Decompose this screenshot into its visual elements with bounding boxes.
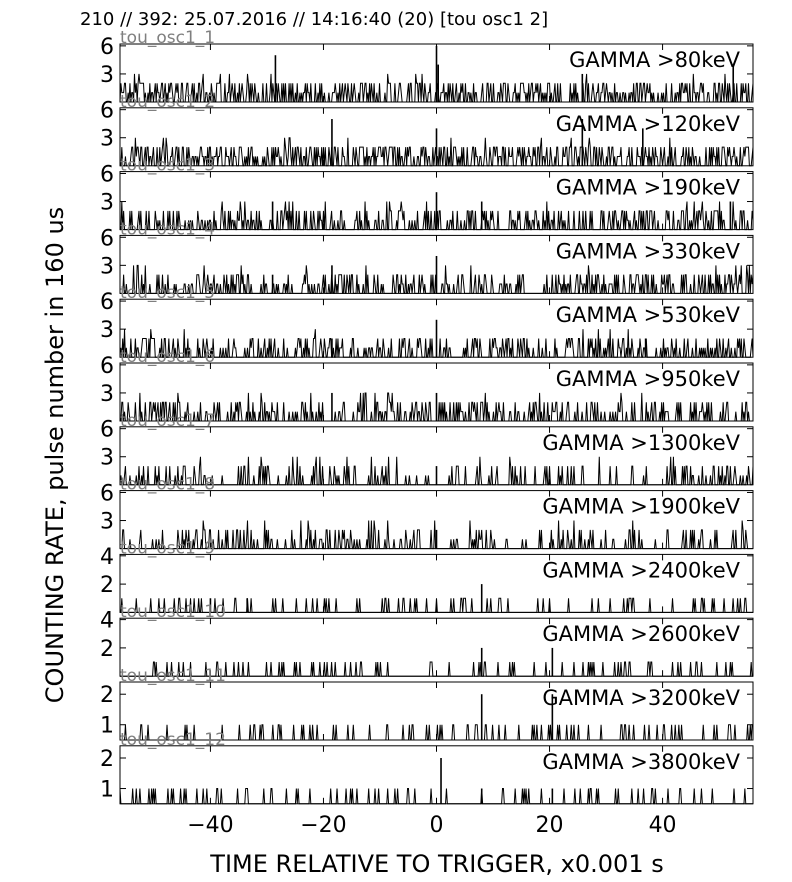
y-tick-label: 3 (100, 190, 114, 216)
y-tick-label: 3 (100, 126, 114, 152)
panel-energy-label: GAMMA >2400keV (542, 558, 740, 583)
panel (100, 730, 753, 804)
x-tick-label: −40 (187, 812, 234, 838)
y-tick-label: 6 (100, 290, 114, 316)
chart-title: 210 // 392: 25.07.2016 // 14:16:40 (20) [tou osc1 2] (80, 9, 549, 30)
x-tick-label: 20 (535, 812, 564, 838)
panel-energy-label: GAMMA >1900keV (542, 494, 740, 519)
y-tick-label: 2 (100, 636, 114, 662)
y-tick-label: 6 (100, 417, 114, 443)
y-tick-label: 3 (100, 381, 114, 407)
panel-channel-label: tou_osc1_3 (120, 155, 216, 176)
panel-energy-label: GAMMA >3800keV (542, 749, 740, 774)
x-tick-label: 0 (429, 812, 444, 838)
y-tick-label: 6 (100, 34, 114, 60)
panel-channel-label: tou_osc1_5 (120, 283, 216, 304)
y-tick-label: 6 (100, 226, 114, 252)
x-axis-label: TIME RELATIVE TO TRIGGER, x0.001 s (210, 850, 664, 878)
panel-channel-label: tou_osc1_9 (120, 538, 216, 559)
y-tick-label: 6 (100, 162, 114, 188)
y-tick-label: 3 (100, 318, 114, 344)
y-tick-label: 3 (100, 445, 114, 471)
panel-energy-label: GAMMA >80keV (569, 48, 740, 72)
y-tick-label: 3 (100, 509, 114, 535)
panel-energy-label: GAMMA >330keV (555, 239, 740, 264)
y-tick-label: 3 (100, 62, 114, 88)
panel-energy-label: GAMMA >530keV (555, 303, 740, 328)
panel-energy-label: GAMMA >950keV (555, 367, 740, 391)
y-tick-label: 2 (100, 683, 114, 709)
panel-channel-label: tou_osc1_1 (120, 28, 216, 48)
y-tick-label: 1 (100, 713, 114, 739)
y-tick-label: 4 (100, 608, 114, 634)
panel-energy-label: GAMMA >1300keV (542, 430, 740, 455)
y-tick-label: 1 (100, 777, 114, 803)
panel-channel-label: tou_osc1_12 (120, 729, 226, 750)
y-tick-label: 3 (100, 254, 114, 280)
panel-channel-label: tou_osc1_6 (120, 347, 216, 367)
y-tick-label: 6 (100, 98, 114, 124)
panel-channel-label: tou_osc1_10 (120, 602, 226, 623)
y-tick-label: 6 (100, 353, 114, 379)
panel-energy-label: GAMMA >190keV (555, 175, 740, 200)
x-tick-label: −20 (300, 812, 347, 838)
y-tick-label: 2 (100, 573, 114, 599)
panel-energy-label: GAMMA >120keV (555, 111, 740, 136)
panel-channel-label: tou_osc1_2 (120, 91, 216, 112)
panel-channel-label: tou_osc1_7 (120, 410, 216, 431)
y-tick-label: 2 (100, 747, 114, 773)
y-tick-label: 4 (100, 544, 114, 570)
panel-energy-label: GAMMA >2600keV (542, 622, 740, 647)
x-tick-label: 40 (648, 812, 677, 838)
panel-channel-label: tou_osc1_8 (120, 474, 216, 495)
panel-channel-label: tou_osc1_4 (120, 219, 216, 240)
y-tick-label: 6 (100, 481, 114, 507)
panel-energy-label: GAMMA >3200keV (542, 686, 740, 710)
panel-channel-label: tou_osc1_11 (120, 666, 226, 686)
y-axis-label: COUNTING RATE, pulse number in 160 us (41, 206, 69, 704)
